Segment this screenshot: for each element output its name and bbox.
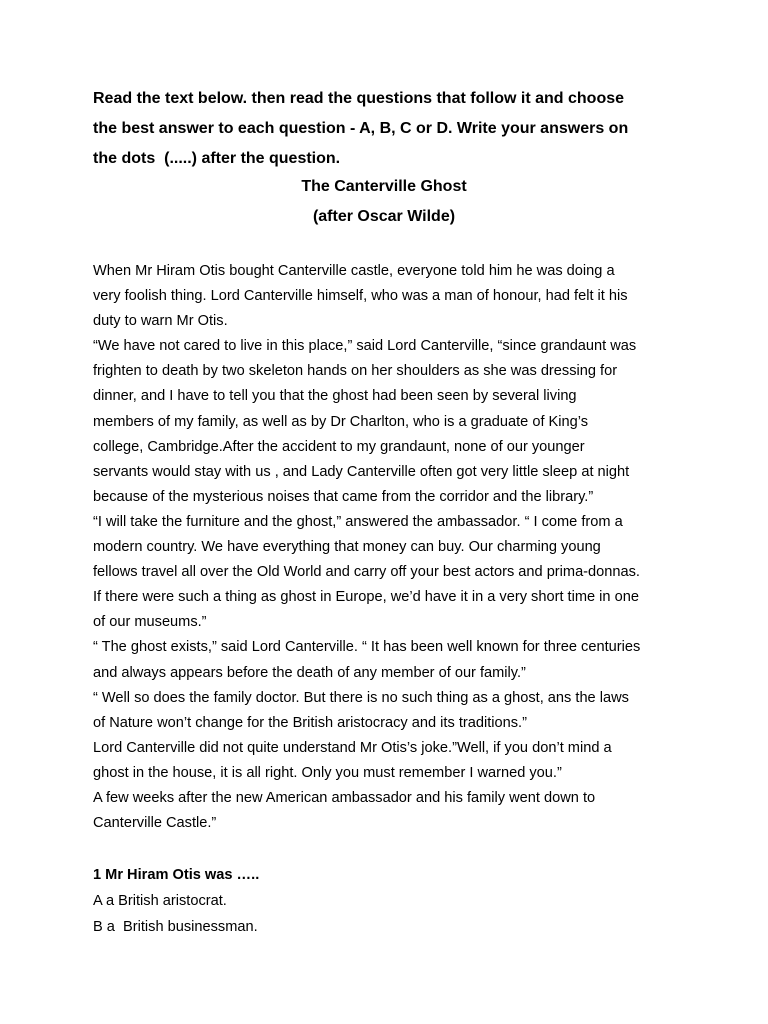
passage-line: “ Well so does the family doctor. But there is no such thing as a ghost, ans the laws (93, 689, 629, 706)
passage-line: A few weeks after the new American ambassador and his family went down to (93, 789, 596, 806)
question-1-option-a: A a British aristocrat. (93, 893, 227, 909)
passage-line: Canterville Castle.” (93, 815, 217, 832)
passage-line: duty to warn Mr Otis. (93, 313, 228, 330)
passage-line: of Nature won’t change for the British aristocracy and its traditions.” (93, 714, 527, 731)
passage (93, 259, 688, 836)
instructions-line-3: the dots (.....) after the question. (93, 150, 341, 167)
passage-line: “I will take the furniture and the ghost,” answered the ambassador. “ I come from a (93, 513, 623, 530)
instructions-line-2: the best answer to each question - A, B, C or D. Write your answers on (93, 120, 629, 137)
passage-line: of our museums.” (93, 614, 207, 631)
passage-line: modern country. We have everything that money can buy. Our charming young (93, 539, 601, 556)
passage-line: members of my family, as well as by Dr Charlton, who is a graduate of King’s (93, 413, 589, 430)
passage-line: fellows travel all over the Old World and carry off your best actors and prima-donnas. (93, 564, 640, 581)
passage-line: “ The ghost exists,” said Lord Canterville. “ It has been well known for three centuries (93, 639, 641, 656)
passage-line: because of the mysterious noises that came from the corridor and the library.” (93, 488, 594, 505)
passage-line: frighten to death by two skeleton hands on her shoulders as she was dressing for (93, 363, 618, 380)
story-title: The Canterville Ghost (301, 178, 467, 195)
instructions-line-1: Read the text below. then read the questions that follow it and choose (93, 90, 625, 107)
passage-line: college, Cambridge.After the accident to my grandaunt, none of our younger (93, 438, 585, 455)
passage-line: servants would stay with us , and Lady Canterville often got very little sleep at night (93, 463, 630, 480)
passage-line: Lord Canterville did not quite understand Mr Otis’s joke.”Well, if you don’t mind a (93, 739, 612, 756)
question-1-option-b: B a British businessman. (93, 919, 258, 935)
story-subtitle: (after Oscar Wilde) (312, 208, 456, 225)
passage-line: ghost in the house, it is all right. Only you must remember I warned you.” (93, 764, 562, 781)
passage-line: very foolish thing. Lord Canterville himself, who was a man of honour, had felt it his (93, 288, 628, 305)
passage-line: “We have not cared to live in this place,” said Lord Canterville, “since grandaunt was (93, 338, 637, 355)
instructions (93, 84, 693, 174)
passage-line: dinner, and I have to tell you that the ghost had been seen by several living (93, 388, 577, 405)
passage-line: and always appears before the death of any member of our family.” (93, 664, 526, 681)
passage-line: When Mr Hiram Otis bought Canterville castle, everyone told him he was doing a (93, 263, 615, 279)
passage-line: If there were such a thing as ghost in Europe, we’d have it in a very short time in one (93, 589, 639, 606)
question-1 (93, 862, 688, 940)
question-1-stem: 1 Mr Hiram Otis was ….. (93, 867, 260, 883)
